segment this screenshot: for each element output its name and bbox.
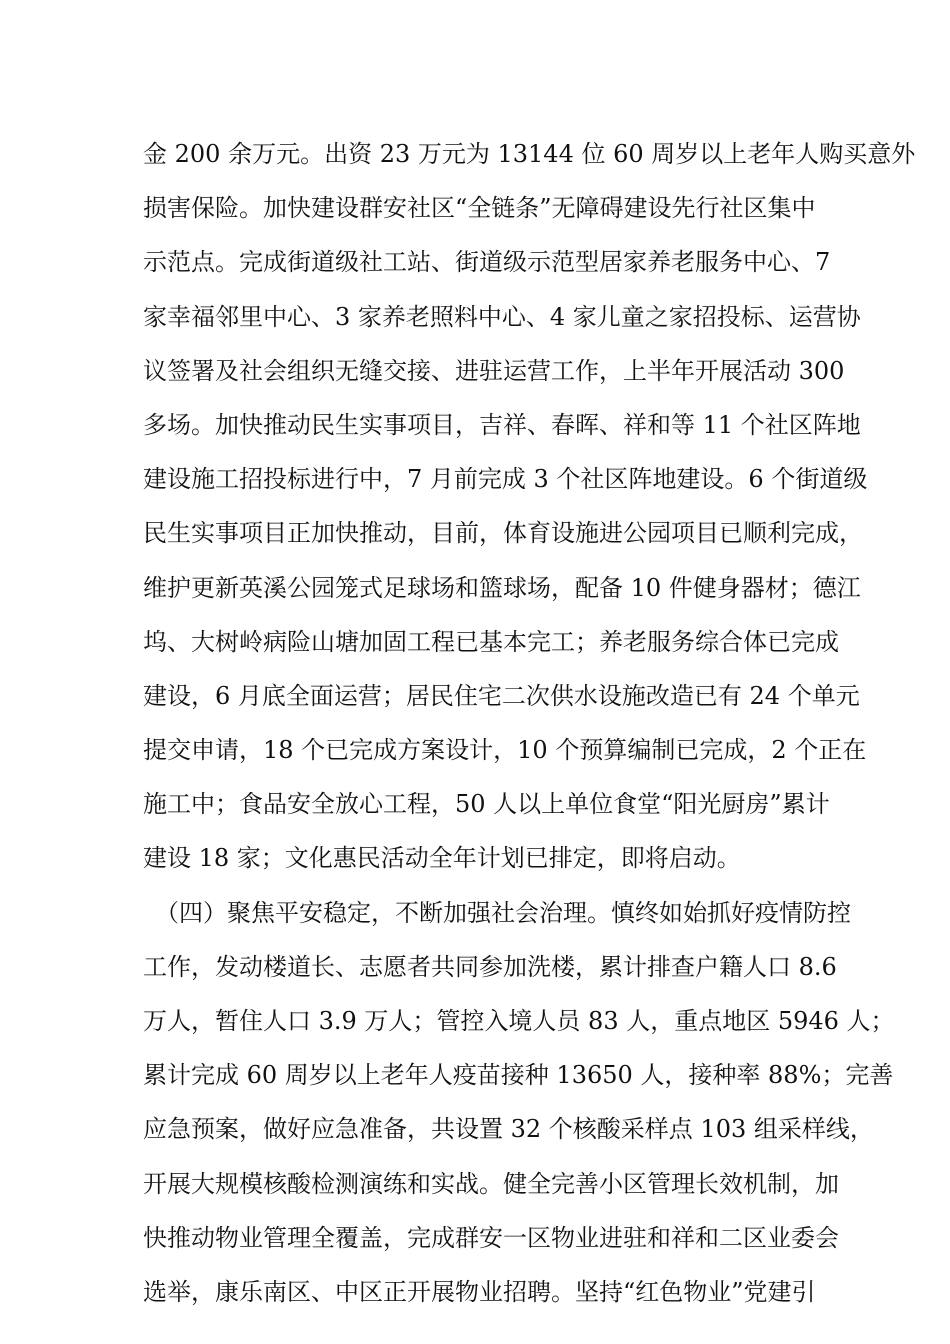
- text-line: 提交申请，18 个已完成方案设计，10 个预算编制已完成，2 个正在: [143, 736, 867, 765]
- text-line: 建设 18 家；文化惠民活动全年计划已排定，即将启动。: [143, 844, 741, 873]
- text-line: 损害保险。加快建设群安社区“全链条”无障碍建设先行社区集中: [143, 194, 816, 223]
- text-line: 维护更新英溪公园笼式足球场和篮球场，配备 10 件健身器材；德江: [143, 573, 861, 602]
- text-line: 选举，康乐南区、中区正开展物业招聘。坚持“红色物业”党建引: [143, 1277, 816, 1306]
- text-line: 坞、大树岭病险山塘加固工程已基本完工；养老服务综合体已完成: [143, 627, 839, 656]
- text-line: 快推动物业管理全覆盖，完成群安一区物业进驻和祥和二区业委会: [143, 1223, 839, 1252]
- text-line: 施工中；食品安全放心工程，50 人以上单位食堂“阳光厨房”累计: [143, 790, 830, 819]
- text-line: 议签署及社会组织无缝交接、进驻运营工作，上半年开展活动 300: [143, 356, 845, 385]
- body-text: [143, 134, 916, 1326]
- section-heading-line: （四）聚焦平安稳定，不断加强社会治理。慎终如始抓好疫情防控: [155, 898, 851, 927]
- text-line: 应急预案，做好应急准备，共设置 32 个核酸采样点 103 组采样线，: [143, 1115, 874, 1144]
- text-line: 建设，6 月底全面运营；居民住宅二次供水设施改造已有 24 个单元: [143, 681, 860, 710]
- text-line: 工作，发动楼道长、志愿者共同参加洗楼，累计排查户籍人口 8.6: [143, 952, 837, 981]
- text-line: 示范点。完成街道级社工站、街道级示范型居家养老服务中心、7: [143, 248, 831, 277]
- text-line: 建设施工招投标进行中，7 月前完成 3 个社区阵地建设。6 个街道级: [143, 465, 868, 494]
- text-line: 多场。加快推动民生实事项目，吉祥、春晖、祥和等 11 个社区阵地: [143, 410, 861, 439]
- text-line: 金 200 余万元。出资 23 万元为 13144 位 60 周岁以上老年人购买意外: [143, 140, 916, 168]
- text-line: 累计完成 60 周岁以上老年人疫苗接种 13650 人，接种率 88%；完善: [143, 1061, 894, 1090]
- text-line: 家幸福邻里中心、3 家养老照料中心、4 家儿童之家招投标、运营协: [143, 302, 861, 331]
- text-line: 万人，暂住人口 3.9 万人；管控入境人员 83 人，重点地区 5946 人；: [143, 1007, 895, 1035]
- text-line: 民生实事项目正加快推动，目前，体育设施进公园项目已顺利完成，: [143, 519, 863, 548]
- text-line: 开展大规模核酸检测演练和实战。健全完善小区管理长效机制，加: [143, 1169, 839, 1198]
